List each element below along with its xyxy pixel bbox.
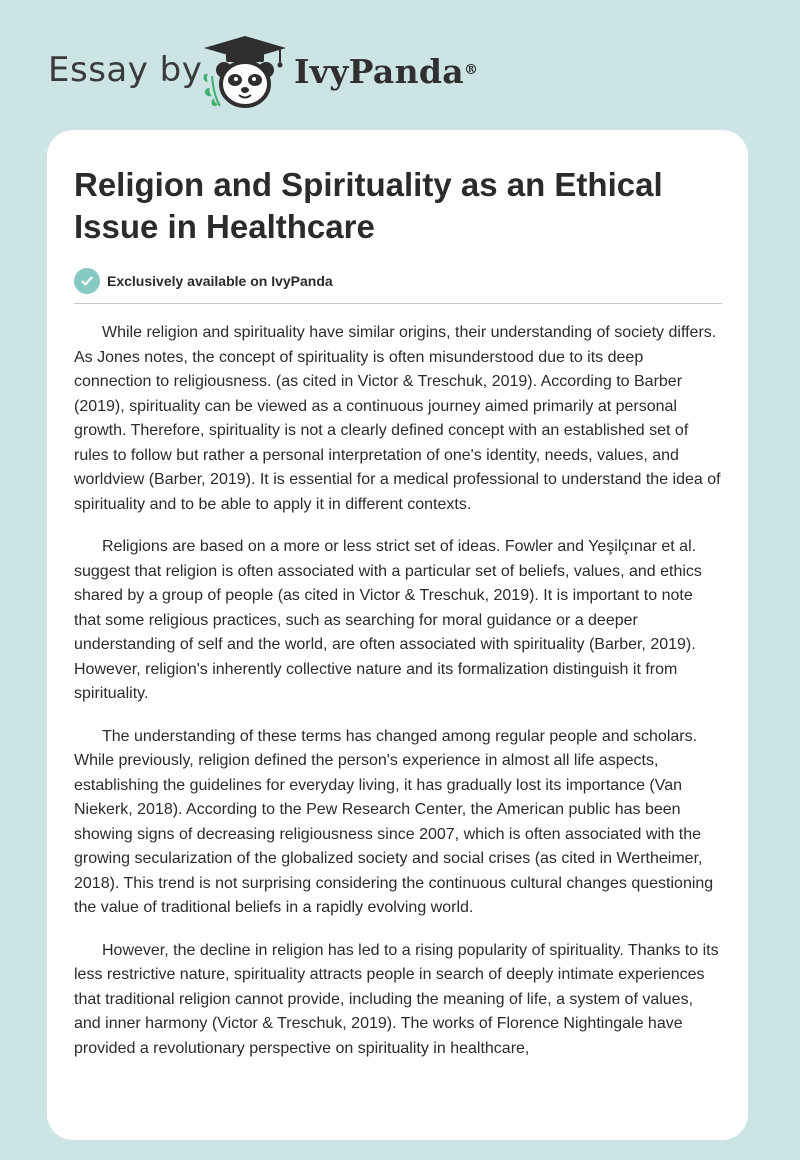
page-title: Religion and Spirituality as an Ethical Issue in Healthcare [74,166,663,245]
divider [74,303,722,304]
essay-card [47,130,748,1140]
check-circle-icon [74,268,100,294]
essay-by-label: Essay by [48,50,203,90]
exclusive-badge [74,268,722,294]
panda-logo-icon[interactable] [200,32,290,112]
paragraph: Religions are based on a more or less strict set of ideas. Fowler and Yeşilçınar et al. suggest that religion is often associated with a particular set of beliefs, values, and ethics shared by a group of people (as cited in Victor & Treschuk, 2019). It is important to note that some religious practices, such as searching for moral guidance or a deeper understanding of self and the world, are often associated with spirituality (Barber, 2019). However, religion's inherently collective nature and its formalization distinguish it from spirituality. [74,538,702,702]
paragraph: However, the decline in religion has led to a rising popularity of spirituality. Thanks to its less restrictive nature, spirituality attracts people in search of deeply intimate experiences that traditional religion cannot provide, including the meaning of life, a system of values, and inner harmony (Victor & Treschuk, 2019). The works of Florence Nightingale have provided a revolutionary perspective on spirituality in healthcare, [74,941,719,1057]
brand-name[interactable] [294,52,478,92]
registered-mark: ® [463,62,479,78]
site-header [0,0,800,120]
paragraph: While religion and spirituality have similar origins, their understanding of society differs. As Jones notes, the concept of spirituality is often misunderstood due to its deep connection to religiousness. (as cited in Victor & Treschuk, 2019). According to Barber (2019), spirituality can be viewed as a continuous journey aimed primarily at personal growth. Therefore, spirituality is not a clearly defined concept with an established set of rules to follow but rather a personal interpretation of one's identity, needs, values, and worldview (Barber, 2019). It is essential for a medical professional to understand the idea of spirituality and to be able to apply it in different contexts. [74,324,721,513]
badge-label: Exclusively available on IvyPanda [107,273,333,289]
brand-text: IvyPanda [294,52,464,91]
article-body [74,321,722,1061]
paragraph: The understanding of these terms has changed among regular people and scholars. While previously, religion defined the person's experience in almost all life aspects, establishing the guidelines for everyday living, it has gradually lost its importance (Van Niekerk, 2018). According to the Pew Research Center, the American public has been showing signs of decreasing religiousness since 2007, which is often associated with the growing secularization of the globalized society and social crises (as cited in Wertheimer, 2018). This trend is not surprising considering the continuous cultural changes questioning the value of traditional beliefs in a rapidly evolving world. [74,727,714,916]
